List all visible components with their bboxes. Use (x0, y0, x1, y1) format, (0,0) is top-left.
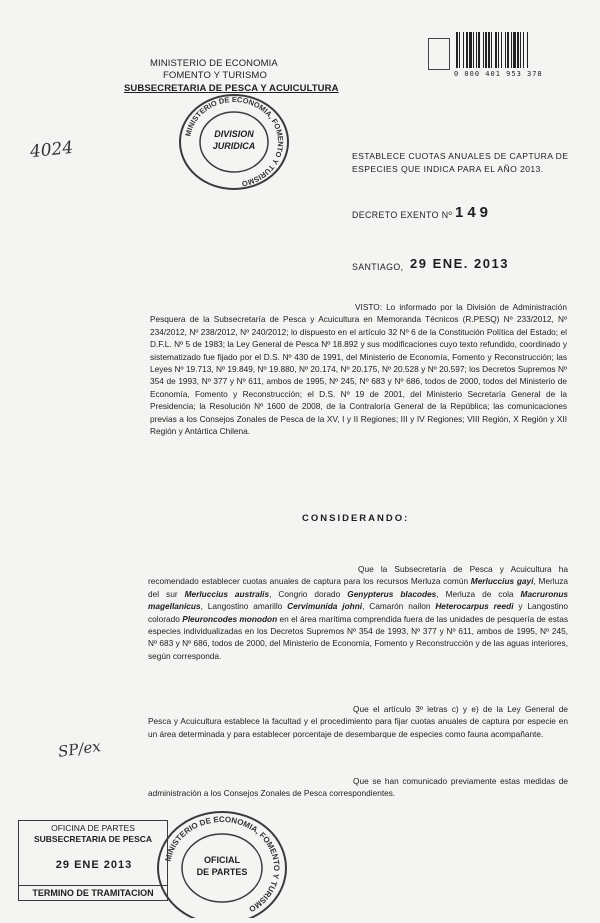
c1-text-7: y Langostino colorado (148, 601, 569, 624)
stamp-inner-line-2: JURIDICA (212, 141, 256, 151)
title-line-2: ESPECIES QUE INDICA PARA EL AÑO 2013. (352, 164, 544, 174)
barcode-bar (463, 32, 464, 68)
stamp-inner-line-1: DIVISION (214, 129, 254, 139)
c1-text-5: , Langostino amarillo (200, 601, 283, 612)
barcode-bar (473, 32, 474, 68)
species-genypterus-blacodes: Genypterus blacodes (347, 588, 437, 599)
barcode-bar (507, 32, 509, 68)
c1-text-2: , Merluza del sur (148, 576, 568, 599)
barcode (428, 28, 578, 86)
c1-text-4: , Merluza de cola (436, 588, 514, 599)
considerando-2: Que el artículo 3º letras c) y e) de la Ley General de Pesca y Acuicultura establece la facultad y el procedimiento para fijar cuotas anuales de captura por especie en un área determinada y para establecer porcentaje de desembarque de especies como fauna acompañante. (148, 704, 568, 739)
visto-paragraph: VISTO: Lo informado por la División de Administración Pesquera de la Subsecretaría de Pesca y Acuicultura en Memoranda Técnicos (R.PESQ) Nº 233/2012, Nº 234/2012, Nº 238/2012, Nº 240/2012; lo dispuesto en el artículo 32 Nº 6 de la Constitución Política del Estado; el D.F.L. Nº 5 de 1983; la Ley General de Pesca Nº 18.892 y sus modificaciones cuyo texto refundido, coordinado y sistematizado fue fijado por el D.S. Nº 430 de 1991, del Ministerio de Economía, Fomento y Reconstrucción; las Leyes Nº 19.713, Nº 19.849, Nº 19.880, Nº 20.174, Nº 20.175, Nº 20.528 y Nº 20.597; los Decretos Supremos Nº 354 de 1993, Nº 377 y Nº 611, ambos de 1995, Nº 245, Nº 683 y Nº 686, todos de 2000, todos del Ministerio de Economía, Fomento y Reconstrucción; el D.S. Nº 19 de 2001, del Ministerio Secretaría General de la Presidencia; la Resolución Nº 1600 de 2008, de la Contraloría General de la República; las comunicaciones previas a los Consejos Zonales de Pesca de la XV, I y II Regiones; III y IV Regiones; VIII Región, X Región y XII Región y Antártica Chilena. (150, 302, 567, 437)
barcode-bar (466, 32, 468, 68)
barcode-bar (520, 32, 521, 68)
barcode-bar (523, 32, 524, 68)
ministry-line-3: SUBSECRETARIA DE PESCA Y ACUICULTURA (124, 83, 339, 94)
ministry-line-2: FOMENTO Y TURISMO (163, 70, 267, 81)
barcode-bar (476, 32, 477, 68)
title-line-1: ESTABLECE CUOTAS ANUALES DE CAPTURA DE (352, 151, 569, 161)
species-merluccius-gayi: Merluccius gayi (470, 576, 534, 587)
species-pleuroncodes-monodon: Pleuroncodes monodon (182, 613, 278, 624)
c1-text-6: , Camarón nailon (362, 601, 431, 612)
place-label: SANTIAGO, (352, 262, 404, 272)
date-stamp: 29 ENE. 2013 (410, 256, 509, 271)
barcode-bar (513, 32, 516, 68)
division-juridica-stamp (176, 92, 292, 192)
stamp-date-area (18, 845, 168, 885)
barcode-bar (511, 32, 512, 68)
c1-text-1: Que la Subsecretaría de Pesca y Acuicultura ha recomendado establecer cuotas anuales de captura para los recursos Merluza común (148, 564, 568, 587)
c1-text-3: , Congrio dorado (269, 588, 341, 599)
round-stamp-ring-text: MINISTERIO DE ECONOMIA, FOMENTO Y TURISMO (163, 814, 282, 914)
barcode-bar (505, 32, 506, 68)
ministry-line-1: MINISTERIO DE ECONOMIA (150, 58, 278, 69)
round-stamp-inner-1: OFICIAL (204, 855, 240, 865)
barcode-bar (483, 32, 484, 68)
decree-number: 149 (455, 204, 493, 221)
coat-of-arms-icon (428, 38, 450, 70)
round-stamp-inner-2: DE PARTES (196, 867, 248, 877)
barcode-bar (488, 32, 490, 68)
oficial-de-partes-stamp (152, 810, 292, 918)
handwritten-initials: SP/ex (56, 737, 102, 761)
barcode-bar (498, 32, 499, 68)
decree-label: DECRETO EXENTO Nº (352, 210, 453, 220)
barcode-bar (527, 32, 528, 68)
barcode-caption: 0 000 401 953 378 (454, 70, 543, 78)
barcode-bar (517, 32, 519, 68)
species-macruronus-magellanicus: Macruronus magellanicus (148, 588, 569, 612)
decree-title (352, 150, 568, 176)
species-merluccius-australis: Merluccius australis (184, 588, 270, 599)
stamp-date: 29 ENE 2013 (55, 859, 133, 871)
barcode-bar (491, 32, 492, 68)
stamp-office-line-1: OFICINA DE PARTES (51, 823, 135, 833)
barcode-bar (456, 32, 458, 68)
considerando-1 (148, 563, 568, 662)
handwritten-number: 4024 (29, 137, 75, 163)
stamp-ring-text: MINISTERIO DE ECONOMIA, FOMENTO Y TURISMO (183, 94, 286, 189)
stamp-footer: TERMINO DE TRAMITACION (18, 885, 168, 901)
stamp-header-box (18, 820, 168, 845)
species-heterocarpus-reedi: Heterocarpus reedi (435, 601, 514, 612)
considerando-3: Que se han comunicado previamente estas medidas de administración a los Consejos Zonales de Pesca correspondientes. (148, 776, 568, 799)
considerando-heading: CONSIDERANDO: (302, 513, 410, 524)
barcode-bar (459, 32, 460, 68)
barcode-bar (485, 32, 487, 68)
barcode-bar (501, 32, 502, 68)
barcode-bars (456, 32, 578, 68)
barcode-bar (495, 32, 497, 68)
barcode-bar (469, 32, 472, 68)
c1-text-8: en el área marítima comprendida fuera de las unidades de pesquería de estas especies individualizadas en los Decretos Supremos Nº 354 de 1993, Nº 377 y Nº 611, ambos de 1995, Nº 245, Nº 683 y Nº 686, todos de 2000, del Ministerio de Economía, Fomento y Reconstrucción y de las aguas interiores, según corresponda. (148, 613, 568, 661)
office-partes-stamp (18, 820, 168, 908)
barcode-bar (478, 32, 480, 68)
species-cervimunida-johni: Cervimunida johni (287, 601, 363, 612)
stamp-office-line-2: SUBSECRETARIA DE PESCA (33, 834, 153, 844)
